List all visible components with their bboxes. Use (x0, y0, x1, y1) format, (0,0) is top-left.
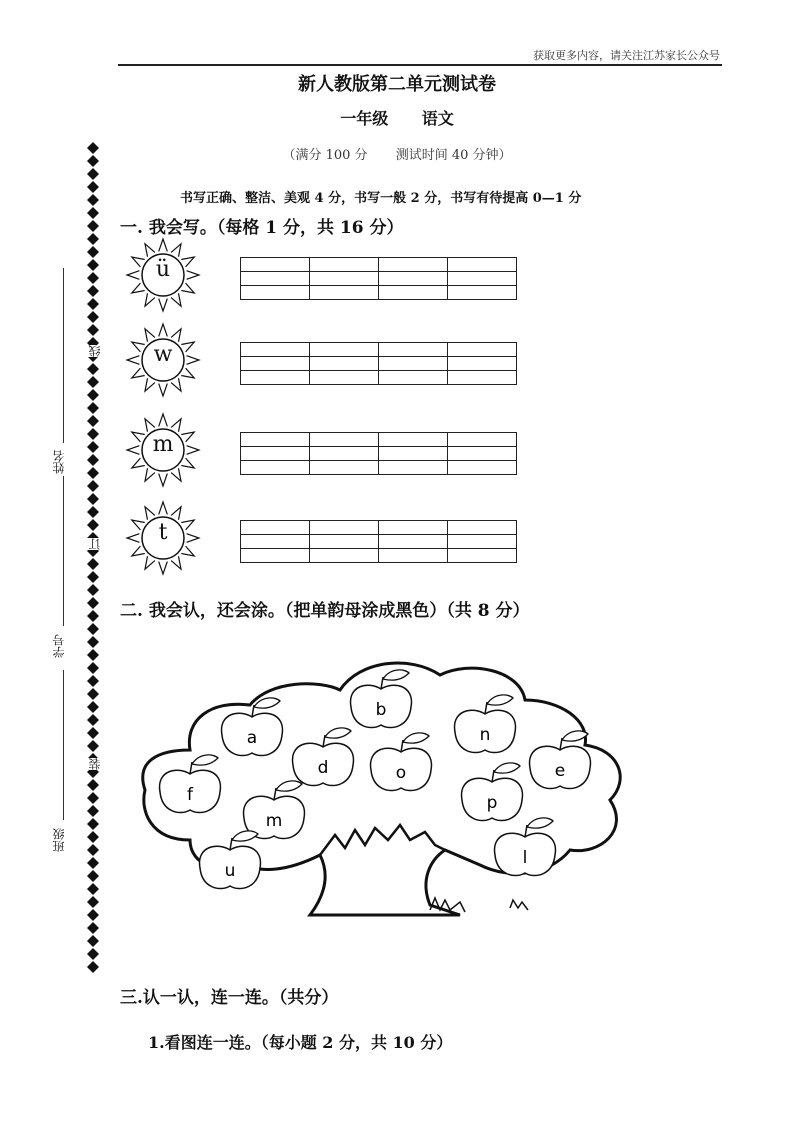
apple-letter: n (479, 725, 491, 745)
border-diamond (87, 207, 99, 219)
grid-cell[interactable] (310, 286, 379, 300)
border-diamond (87, 402, 99, 414)
border-diamond (87, 740, 99, 752)
side-label-class: 班级 (52, 828, 66, 852)
apple-letter-e[interactable] (530, 731, 591, 789)
page-title: 新人教版第二单元测试卷 (298, 74, 496, 95)
apple-letter: d (317, 758, 329, 778)
grid-cell[interactable] (379, 371, 448, 385)
grid-cell[interactable] (379, 357, 448, 371)
border-diamond (87, 883, 99, 895)
border-diamond (87, 779, 99, 791)
border-diamond (87, 428, 99, 440)
apple-letter: p (486, 793, 498, 813)
border-diamond (87, 688, 99, 700)
grid-cell[interactable] (379, 343, 448, 357)
grid-cell[interactable] (310, 371, 379, 385)
apple-letter-p[interactable] (462, 763, 523, 821)
grid-cell[interactable] (241, 272, 310, 286)
grid-cell[interactable] (448, 549, 517, 563)
four-line-writing-grid[interactable] (240, 520, 517, 563)
border-diamond (87, 584, 99, 596)
border-diamond (87, 597, 99, 609)
grid-cell[interactable] (310, 535, 379, 549)
grid-cell[interactable] (241, 535, 310, 549)
border-diamond (87, 181, 99, 193)
sun-letter: w (153, 342, 173, 367)
side-label-bind: 订 (88, 538, 102, 550)
side-label-seal: 装 (88, 758, 102, 770)
apple-letter-n[interactable] (455, 695, 516, 753)
border-diamond (87, 896, 99, 908)
grid-cell[interactable] (310, 343, 379, 357)
border-diamond (87, 610, 99, 622)
border-diamond (87, 480, 99, 492)
apple-letter: m (265, 811, 283, 831)
border-diamond (87, 415, 99, 427)
apple-letter-f[interactable] (160, 755, 221, 813)
border-diamond (87, 844, 99, 856)
grid-cell[interactable] (448, 258, 517, 272)
border-diamond (87, 506, 99, 518)
grid-cell[interactable] (379, 521, 448, 535)
grid-cell[interactable] (241, 549, 310, 563)
border-diamond (87, 389, 99, 401)
border-diamond (87, 272, 99, 284)
grid-cell[interactable] (241, 258, 310, 272)
border-diamond (87, 376, 99, 388)
border-diamond (87, 675, 99, 687)
class-fill-line (63, 670, 64, 820)
apple-letter-o[interactable] (371, 733, 432, 791)
border-diamond (87, 168, 99, 180)
border-diamond (87, 493, 99, 505)
header-divider (118, 64, 722, 66)
section-one-heading: 一. 我会写。（每格 1 分，共 16 分） (120, 218, 404, 238)
border-diamond (87, 935, 99, 947)
subject-label: 语文 (421, 109, 454, 128)
grid-cell[interactable] (310, 272, 379, 286)
apple-letter: l (522, 848, 528, 868)
apple-tree-illustration (130, 640, 640, 934)
border-diamond (87, 818, 99, 830)
side-label-line: 线 (88, 345, 102, 357)
grid-cell[interactable] (448, 286, 517, 300)
border-diamond (87, 948, 99, 960)
grid-cell[interactable] (241, 286, 310, 300)
border-diamond (87, 558, 99, 570)
grid-cell[interactable] (379, 447, 448, 461)
border-diamond (87, 857, 99, 869)
border-diamond (87, 662, 99, 674)
apple-letter-l[interactable] (495, 818, 556, 876)
border-diamond (87, 623, 99, 635)
four-line-writing-grid[interactable] (240, 432, 517, 475)
apple-letter: a (246, 728, 258, 748)
grid-cell[interactable] (448, 433, 517, 447)
border-diamond (87, 922, 99, 934)
border-diamond (87, 246, 99, 258)
grid-cell[interactable] (379, 433, 448, 447)
border-diamond (87, 298, 99, 310)
grid-cell[interactable] (241, 521, 310, 535)
border-diamond (87, 649, 99, 661)
border-diamond (87, 194, 99, 206)
apple-letter: b (375, 700, 387, 720)
sun-letter-icon (123, 410, 203, 490)
border-diamond (87, 636, 99, 648)
border-diamond (87, 454, 99, 466)
grade-label: 一年级 (340, 109, 389, 128)
grid-cell[interactable] (310, 549, 379, 563)
grid-cell[interactable] (448, 535, 517, 549)
section-two-heading: 二. 我会认，还会涂。（把单韵母涂成黑色）（共 8 分） (120, 601, 530, 621)
border-diamond (87, 870, 99, 882)
writing-note: 书写正确、整洁、美观 4 分，书写一般 2 分，书写有待提高 0—1 分 (180, 191, 582, 206)
border-diamond (87, 285, 99, 297)
grid-cell[interactable] (310, 461, 379, 475)
grid-cell[interactable] (241, 447, 310, 461)
grid-cell[interactable] (310, 433, 379, 447)
grid-cell[interactable] (379, 286, 448, 300)
tree-trunk-top (320, 825, 445, 855)
border-diamond (87, 233, 99, 245)
apple-letter-u[interactable] (200, 831, 261, 889)
border-diamond (87, 792, 99, 804)
grid-cell[interactable] (241, 371, 310, 385)
grid-cell[interactable] (448, 357, 517, 371)
sun-letter-icon (123, 235, 203, 315)
border-diamond (87, 324, 99, 336)
grid-cell[interactable] (241, 461, 310, 475)
border-diamond (87, 831, 99, 843)
border-diamond (87, 727, 99, 739)
grade-subject (0, 106, 794, 129)
side-label-name: 姓名 (52, 450, 66, 474)
binding-diamond-border (86, 142, 100, 980)
grid-cell[interactable] (310, 357, 379, 371)
grid-cell[interactable] (379, 535, 448, 549)
grid-cell[interactable] (448, 447, 517, 461)
grid-cell[interactable] (379, 272, 448, 286)
apple-letter-m[interactable] (244, 781, 305, 839)
sun-letter: t (158, 520, 168, 545)
grid-cell[interactable] (241, 357, 310, 371)
grid-cell[interactable] (379, 549, 448, 563)
grid-cell[interactable] (448, 272, 517, 286)
exam-meta (0, 144, 794, 163)
border-diamond (87, 363, 99, 375)
grid-cell[interactable] (448, 461, 517, 475)
grid-cell[interactable] (310, 447, 379, 461)
border-diamond (87, 519, 99, 531)
apple-letter-d[interactable] (293, 728, 354, 786)
side-label-number: 学号 (52, 634, 66, 658)
apple-letter: u (224, 861, 236, 881)
grid-cell[interactable] (310, 258, 379, 272)
four-line-writing-grid[interactable] (240, 257, 517, 300)
border-diamond (87, 441, 99, 453)
border-diamond (87, 909, 99, 921)
border-diamond (87, 467, 99, 479)
apple-letter: o (395, 763, 407, 783)
grid-cell[interactable] (448, 343, 517, 357)
apple-letter: f (187, 785, 193, 805)
grid-cell[interactable] (448, 371, 517, 385)
border-diamond (87, 571, 99, 583)
sun-letter: m (152, 432, 174, 457)
section-three-question-1: 1.看图连一连。（每小题 2 分，共 10 分） (148, 1033, 453, 1052)
border-diamond (87, 220, 99, 232)
apple-letter: e (554, 761, 566, 781)
grid-cell[interactable] (448, 521, 517, 535)
test-time: 测试时间 40 分钟） (395, 148, 512, 163)
border-diamond (87, 259, 99, 271)
grid-cell[interactable] (241, 433, 310, 447)
apple-letter-a[interactable] (222, 698, 283, 756)
grid-cell[interactable] (241, 343, 310, 357)
border-diamond (87, 142, 99, 154)
sun-letter-icon (123, 320, 203, 400)
border-diamond (87, 701, 99, 713)
border-diamond (87, 805, 99, 817)
name-fill-line (63, 268, 64, 443)
border-diamond (87, 961, 99, 973)
four-line-writing-grid[interactable] (240, 342, 517, 385)
header-note: 获取更多内容，请关注江苏家长公众号 (533, 49, 720, 62)
full-score: （满分 100 分 (282, 148, 368, 163)
grid-cell[interactable] (379, 461, 448, 475)
border-diamond (87, 155, 99, 167)
sun-letter-icon (123, 498, 203, 578)
section-three-heading: 三.认一认，连一连。（共分） (120, 988, 339, 1008)
number-fill-line (63, 476, 64, 626)
apple-letter-b[interactable] (351, 670, 412, 728)
border-diamond (87, 311, 99, 323)
grid-cell[interactable] (379, 258, 448, 272)
sun-letter: ü (155, 257, 171, 282)
border-diamond (87, 714, 99, 726)
grid-cell[interactable] (310, 521, 379, 535)
